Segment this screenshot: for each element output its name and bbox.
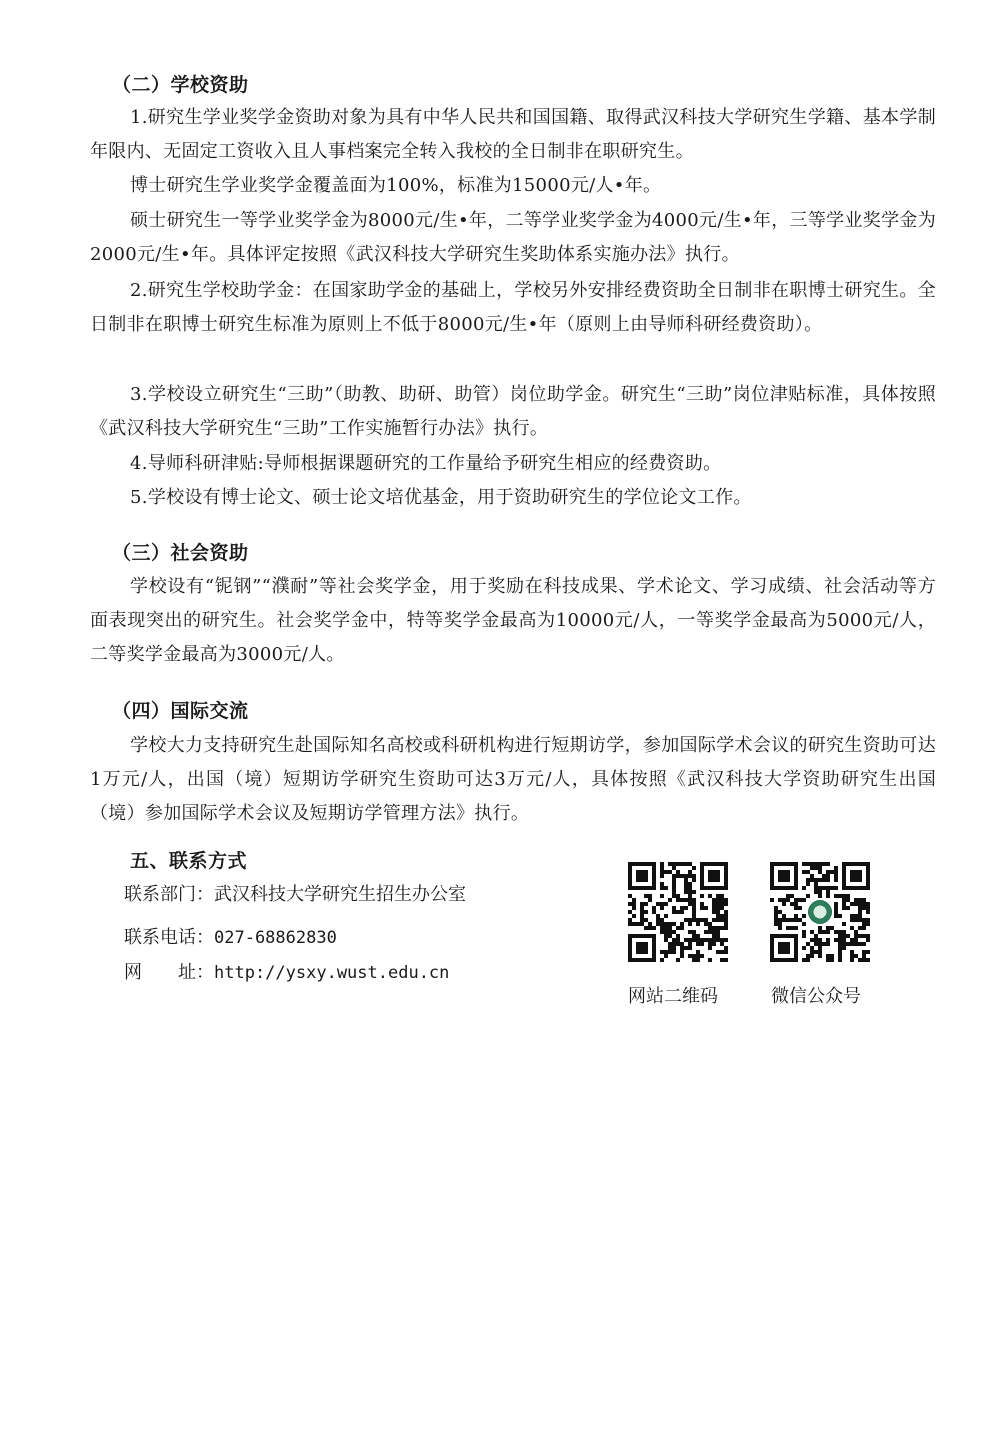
- contact-department-label: 联系部门：: [124, 884, 214, 905]
- contact-department: [124, 880, 466, 906]
- wechat-qr-caption: 微信公众号: [771, 986, 861, 1007]
- paragraph-social-scholarship: 学校设有“铌钢”“濮耐”等社会奖学金，用于奖励在科技成果、学术论文、学习成绩、社会活动等方面表现突出的研究生。社会奖学金中，特等奖学金最高为10000元/人，一等奖学金最高为5000元/人，二等奖学金最高为3000元/人。: [90, 576, 936, 665]
- section-heading-international: （四）国际交流: [112, 700, 249, 722]
- section-heading-school-support: （二）学校资助: [112, 74, 249, 96]
- website-qr-code-icon: [628, 862, 728, 962]
- contact-website-label: 网 址：: [124, 962, 214, 983]
- paragraph-thesis-fund: 5.学校设有博士论文、硕士论文培优基金，用于资助研究生的学位论文工作。: [130, 487, 752, 508]
- contact-website-link[interactable]: http://ysxy.wust.edu.cn: [214, 963, 450, 983]
- wechat-qr-code-icon: [770, 862, 870, 962]
- section-heading-contact: 五、联系方式: [130, 850, 248, 872]
- paragraph-three-assistant: 3.学校设立研究生“三助”（助教、助研、助管）岗位助学金。研究生“三助”岗位津贴标准，具体按照《武汉科技大学研究生“三助”工作实施暂行办法》执行。: [90, 384, 936, 439]
- paragraph-school-grant: 2.研究生学校助学金：在国家助学金的基础上，学校另外安排经费资助全日制非在职博士研究生。全日制非在职博士研究生标准为原则上不低于8000元/生•年（原则上由导师科研经费资助）。: [90, 280, 936, 335]
- section-heading-social-support: （三）社会资助: [112, 542, 249, 564]
- paragraph-international-exchange: 学校大力支持研究生赴国际知名高校或科研机构进行短期访学，参加国际学术会议的研究生资助可达1万元/人，出国（境）短期访学研究生资助可达3万元/人，具体按照《武汉科技大学资助研究生出国（境）参加国际学术会议及短期访学管理方法》执行。: [90, 735, 936, 824]
- paragraph-academic-scholarship: 1.研究生学业奖学金资助对象为具有中华人民共和国国籍、取得武汉科技大学研究生学籍、基本学制年限内、无固定工资收入且人事档案完全转入我校的全日制非在职研究生。: [90, 107, 936, 162]
- website-qr-caption: 网站二维码: [628, 986, 718, 1007]
- contact-phone-label: 联系电话：: [124, 927, 214, 948]
- paragraph-doctoral-scholarship: 博士研究生学业奖学金覆盖面为100%，标准为15000元/人•年。: [130, 175, 662, 196]
- contact-phone: [124, 923, 337, 949]
- paragraph-master-scholarship: 硕士研究生一等学业奖学金为8000元/生•年，二等学业奖学金为4000元/生•年，三等学业奖学金为2000元/生•年。具体评定按照《武汉科技大学研究生奖助体系实施办法》执行。: [90, 210, 936, 265]
- contact-department-value: 武汉科技大学研究生招生办公室: [214, 884, 466, 905]
- paragraph-advisor-allowance: 4.导师科研津贴:导师根据课题研究的工作量给予研究生相应的经费资助。: [130, 453, 722, 474]
- contact-phone-value: 027-68862830: [214, 928, 337, 948]
- contact-website: [124, 958, 449, 984]
